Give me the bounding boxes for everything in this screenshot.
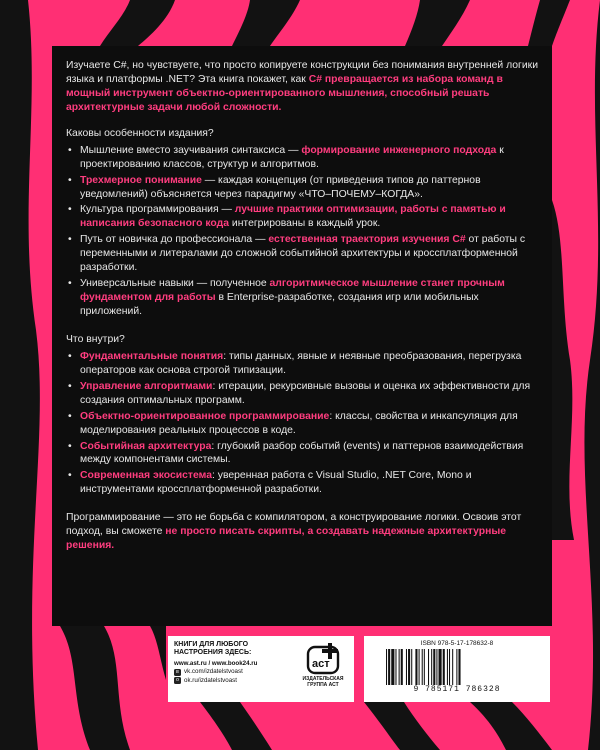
barcode-bar xyxy=(447,649,448,685)
publisher-sites[interactable]: www.ast.ru / www.book24.ru xyxy=(174,660,258,668)
contents-question: Что внутри? xyxy=(66,333,125,345)
intro-paragraph xyxy=(66,59,538,115)
contents-item: • Объектно-ориентированное программирование: классы, свойства и инкапсуляция для моделирования реальных процессов в коде. xyxy=(66,410,538,438)
feature-item: • Универсальные навыки — полученное алгоритмическое мышление станет прочным фундаментом для работы в Enterprise-разработке, создания игр или мобильных приложений. xyxy=(66,277,538,319)
barcode-bar xyxy=(456,649,457,685)
svg-text:аст: аст xyxy=(312,658,330,670)
publisher-vk-link[interactable]: в vk.com/izdatelstvoast xyxy=(174,668,348,676)
barcode-bar xyxy=(415,649,417,685)
barcode-bar xyxy=(433,649,435,685)
contents-item: • Современная экосистема: уверенная работа с Visual Studio, .NET Core, Mono и инструментами кроссплатформенной разработки. xyxy=(66,469,538,497)
barcode-bar xyxy=(386,649,387,685)
barcode-bar xyxy=(443,649,445,685)
features-list xyxy=(66,144,538,319)
outro-highlight: не просто писать скрипты, а создавать надежные архитектурные решения. xyxy=(66,526,507,552)
barcode-bar xyxy=(428,649,429,685)
feature-item: • Культура программирования — лучшие практики оптимизации, работы с памятью и написания безопасного кода интегрированы в каждый урок. xyxy=(66,203,538,231)
barcode-bar xyxy=(436,649,437,685)
ast-logo-caption: ИЗДАТЕЛЬСКАЯ ГРУППА АСТ xyxy=(302,676,344,688)
intro-highlight: C# превращается из набора команд в мощный инструмент объектно-ориентированного мышления, способный решать архитектурные задачи любой сложности. xyxy=(66,73,503,113)
barcode-bar xyxy=(449,649,450,685)
barcode-bar xyxy=(406,649,407,685)
barcode-bars xyxy=(382,649,532,685)
feature-item: • Путь от новичка до профессионала — естественная траектория изучения C# от работы с переменными и литералами до сложной событийной архитектуры и кроссплатформенной разработки. xyxy=(66,233,538,275)
barcode-bar xyxy=(422,649,423,685)
barcode-digits: 9 785171 786328 xyxy=(413,685,501,694)
intro-text: Изучаете C#, но чувствуете, что просто копируете конструкции без понимания внутренней логики языка и платформы .NET? Эта книга покажет, как xyxy=(66,60,538,85)
barcode-bar xyxy=(431,649,432,685)
outro-text: Программирование — это не борьба с компилятором, а конструирование логики. Освоив этот подход, вы сможете xyxy=(66,512,522,538)
contents-item: • Событийная архитектура: глубокий разбор событий (events) и паттернов взаимодействия между компонентами системы. xyxy=(66,440,538,468)
feature-item: • Мышление вместо заучивания синтаксиса — формирование инженерного подхода к проектированию классов, структур и алгоритмов. xyxy=(66,144,538,172)
ast-logo-icon xyxy=(306,641,340,675)
features-question: Каковы особенности издания? xyxy=(66,127,214,139)
ast-logo xyxy=(297,641,349,689)
barcode-bar xyxy=(391,649,394,685)
contents-item: • Управление алгоритмами: итерации, рекурсивные вызовы и оценка их эффективности для создания оптимальных программ. xyxy=(66,380,538,408)
barcode-bar xyxy=(424,649,425,685)
barcode-bar xyxy=(419,649,420,685)
feature-item: • Трехмерное понимание — каждая концепция (от приведения типов до паттернов уведомлений) объясняется через парадигму «ЧТО–ПОЧЕМУ–КОГДА». xyxy=(66,174,538,202)
barcode-box xyxy=(364,636,550,702)
outro-paragraph xyxy=(66,511,538,553)
contents-item: • Фундаментальные понятия: типы данных, явные и неявные преобразования, перегрузка операторов как основа строгой типизации. xyxy=(66,350,538,378)
ok-icon: о xyxy=(174,677,181,684)
description-panel xyxy=(52,46,552,626)
barcode-bar xyxy=(458,649,460,685)
vk-icon: в xyxy=(174,669,181,676)
barcode-bar xyxy=(395,649,396,685)
barcode-bar xyxy=(399,649,400,685)
barcode-bar xyxy=(401,649,403,685)
publisher-info-box xyxy=(168,636,354,702)
barcode-bar xyxy=(408,649,410,685)
contents-list xyxy=(66,350,538,497)
publisher-ok-link[interactable]: о ok.ru/izdatelstvoast xyxy=(174,677,348,685)
publisher-slogan: КНИГИ ДЛЯ ЛЮБОГО НАСТРОЕНИЯ ЗДЕСЬ: xyxy=(174,641,252,657)
barcode-bar xyxy=(439,649,442,685)
isbn-number: ISBN 978-5-17-178632-8 xyxy=(420,640,494,647)
barcode-bar xyxy=(452,649,453,685)
barcode-bar xyxy=(388,649,390,685)
barcode-bar xyxy=(411,649,412,685)
